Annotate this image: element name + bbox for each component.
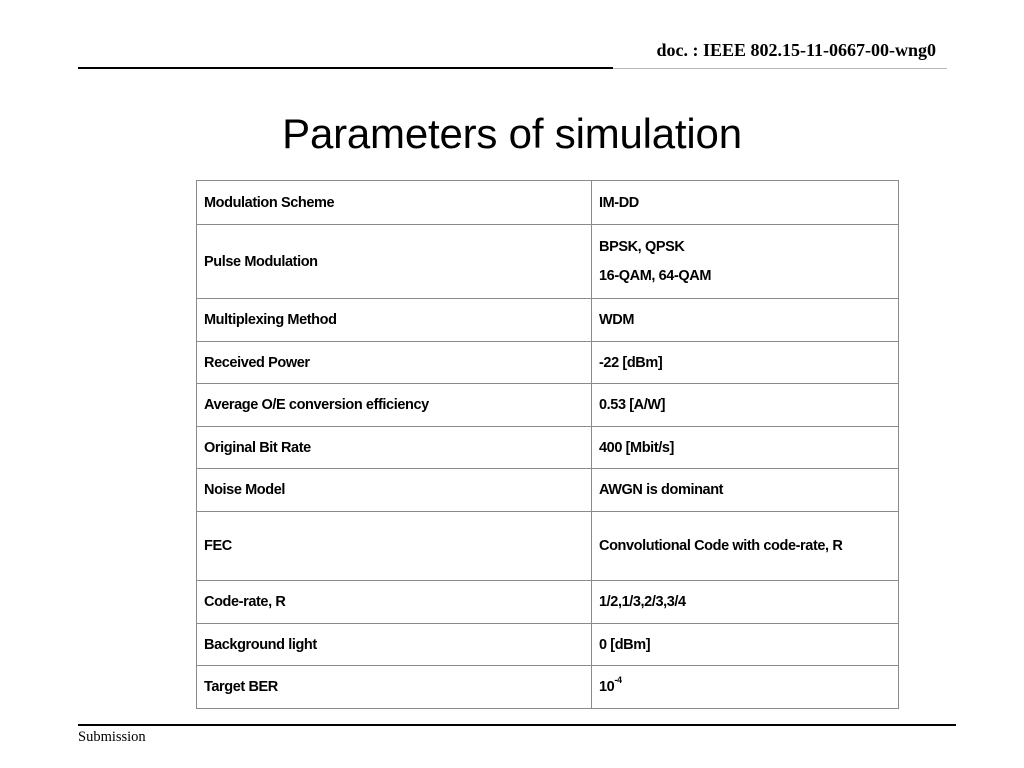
document-id: doc. : IEEE 802.15-11-0667-00-wng0 [656, 40, 936, 60]
param-label: Pulse Modulation [197, 225, 592, 299]
header-divider [78, 67, 613, 69]
parameters-table [196, 180, 899, 709]
param-value: AWGN is dominant [592, 469, 899, 512]
table-row-modulation-scheme [197, 181, 899, 225]
param-value: IM-DD [592, 181, 899, 225]
table-row-multiplexing-method [197, 299, 899, 342]
param-label: Received Power [197, 342, 592, 384]
footer-label: Submission [78, 729, 146, 745]
param-label: Average O/E conversion efficiency [197, 384, 592, 427]
param-value: 0.53 [A/W] [592, 384, 899, 427]
table-row-target-ber [197, 666, 899, 709]
table-row-fec [197, 512, 899, 581]
param-value [592, 225, 899, 299]
header-divider-thin [613, 68, 947, 69]
param-value: 400 [Mbit/s] [592, 427, 899, 469]
param-value [592, 666, 899, 709]
param-value: 1/2,1/3,2/3,3/4 [592, 581, 899, 624]
ber-base: 10 [599, 679, 615, 695]
table-row-noise-model [197, 469, 899, 512]
param-label: Original Bit Rate [197, 427, 592, 469]
param-value: 0 [dBm] [592, 624, 899, 666]
table-row-pulse-modulation [197, 225, 899, 299]
param-label: Noise Model [197, 469, 592, 512]
param-value-line: 16-QAM, 64-QAM [599, 268, 712, 284]
param-label: Background light [197, 624, 592, 666]
param-value: -22 [dBm] [592, 342, 899, 384]
param-value: WDM [592, 299, 899, 342]
param-label: FEC [197, 512, 592, 581]
table-row-code-rate [197, 581, 899, 624]
param-value-line: BPSK, QPSK [599, 239, 685, 255]
footer-divider [78, 724, 956, 726]
table-row-original-bit-rate [197, 427, 899, 469]
table-row-oe-conversion-efficiency [197, 384, 899, 427]
param-label: Target BER [197, 666, 592, 709]
slide-title: Parameters of simulation [282, 110, 742, 157]
ber-exponent: -4 [614, 675, 622, 686]
param-label: Modulation Scheme [197, 181, 592, 225]
table-row-received-power [197, 342, 899, 384]
table-row-background-light [197, 624, 899, 666]
param-value: Convolutional Code with code-rate, R [592, 512, 899, 581]
param-label: Code-rate, R [197, 581, 592, 624]
param-label: Multiplexing Method [197, 299, 592, 342]
